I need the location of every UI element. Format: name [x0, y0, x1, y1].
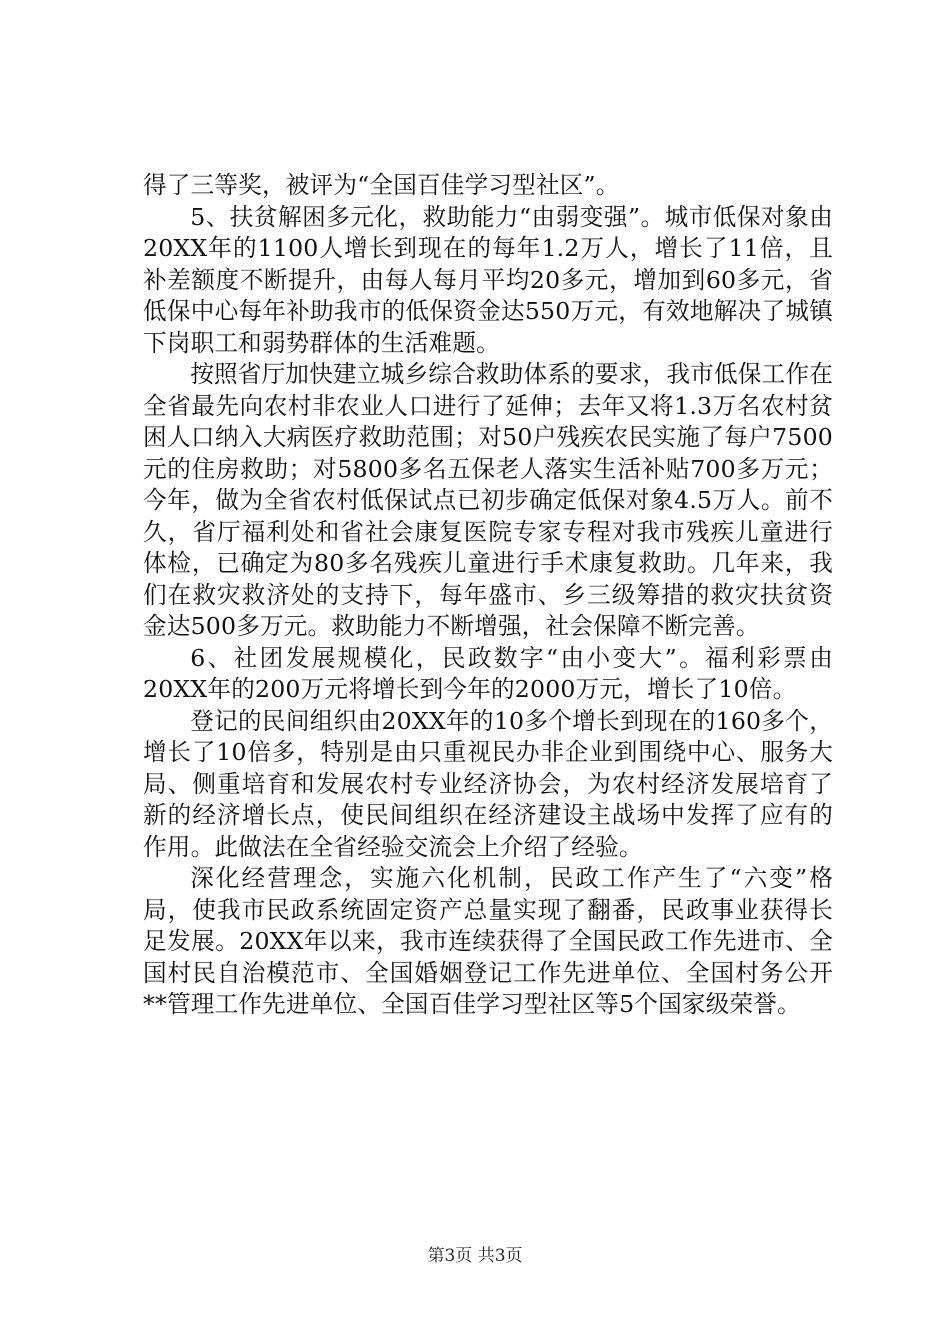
paragraph: 登记的民间组织由20XX年的10多个增长到现在的160多个，增长了10倍多，特别是由只重视民办非企业到围绕中心、服务大局、侧重培育和发展农村专业经济协会，为农村经济发展培育了新的经济增长点，使民间组织在经济建设主战场中发挥了应有的作用。此做法在全省经验交流会上介绍了经验。	[143, 706, 833, 861]
page-footer	[0, 1245, 950, 1267]
paragraph: 深化经营理念，实施六化机制，民政工作产生了“六变”格局，使我市民政系统固定资产总量实现了翻番，民政事业获得长足发展。20XX年以来，我市连续获得了全国民政工作先进市、全国村民自治模范市、全国婚姻登记工作先进单位、全国村务公开**管理工作先进单位、全国百佳学习型社区等5个国家级荣誉。	[143, 864, 833, 1018]
paragraph: 5、扶贫解困多元化，救助能力“由弱变强”。城市低保对象由20XX年的1100人增长到现在的每年1.2万人，增长了11倍，且补差额度不断提升，由每人每月平均20多元，增加到60多元，省低保中心每年补助我市的低保资金达550万元，有效地解决了城镇下岗职工和弱势群体的生活难题。	[143, 202, 833, 357]
paragraph: 得了三等奖，被评为“全国百佳学习型社区”。	[143, 171, 620, 199]
paragraph: 6、社团发展规模化，民政数字“由小变大”。福利彩票由20XX年的200万元将增长到今年的2000万元，增长了10倍。	[143, 643, 833, 703]
page-number: 第3页 共3页	[427, 1246, 523, 1266]
paragraph: 按照省厅加快建立城乡综合救助体系的要求，我市低保工作在全省最先向农村非农业人口进行了延伸；去年又将1.3万名农村贫困人口纳入大病医疗救助范围；对50户残疾农民实施了每户7500元的住房救助；对5800多名五保老人落实生活补贴700多万元；今年，做为全省农村低保试点已初步确定低保对象4.5万人。前不久，省厅福利处和省社会康复医院专家专程对我市残疾儿童进行体检，已确定为80多名残疾儿童进行手术康复救助。几年来，我们在救灾救济处的支持下，每年盛市、乡三级筹措的救灾扶贫资金达500多万元。救助能力不断增强，社会保障不断完善。	[143, 360, 833, 640]
document-body	[143, 170, 833, 1021]
